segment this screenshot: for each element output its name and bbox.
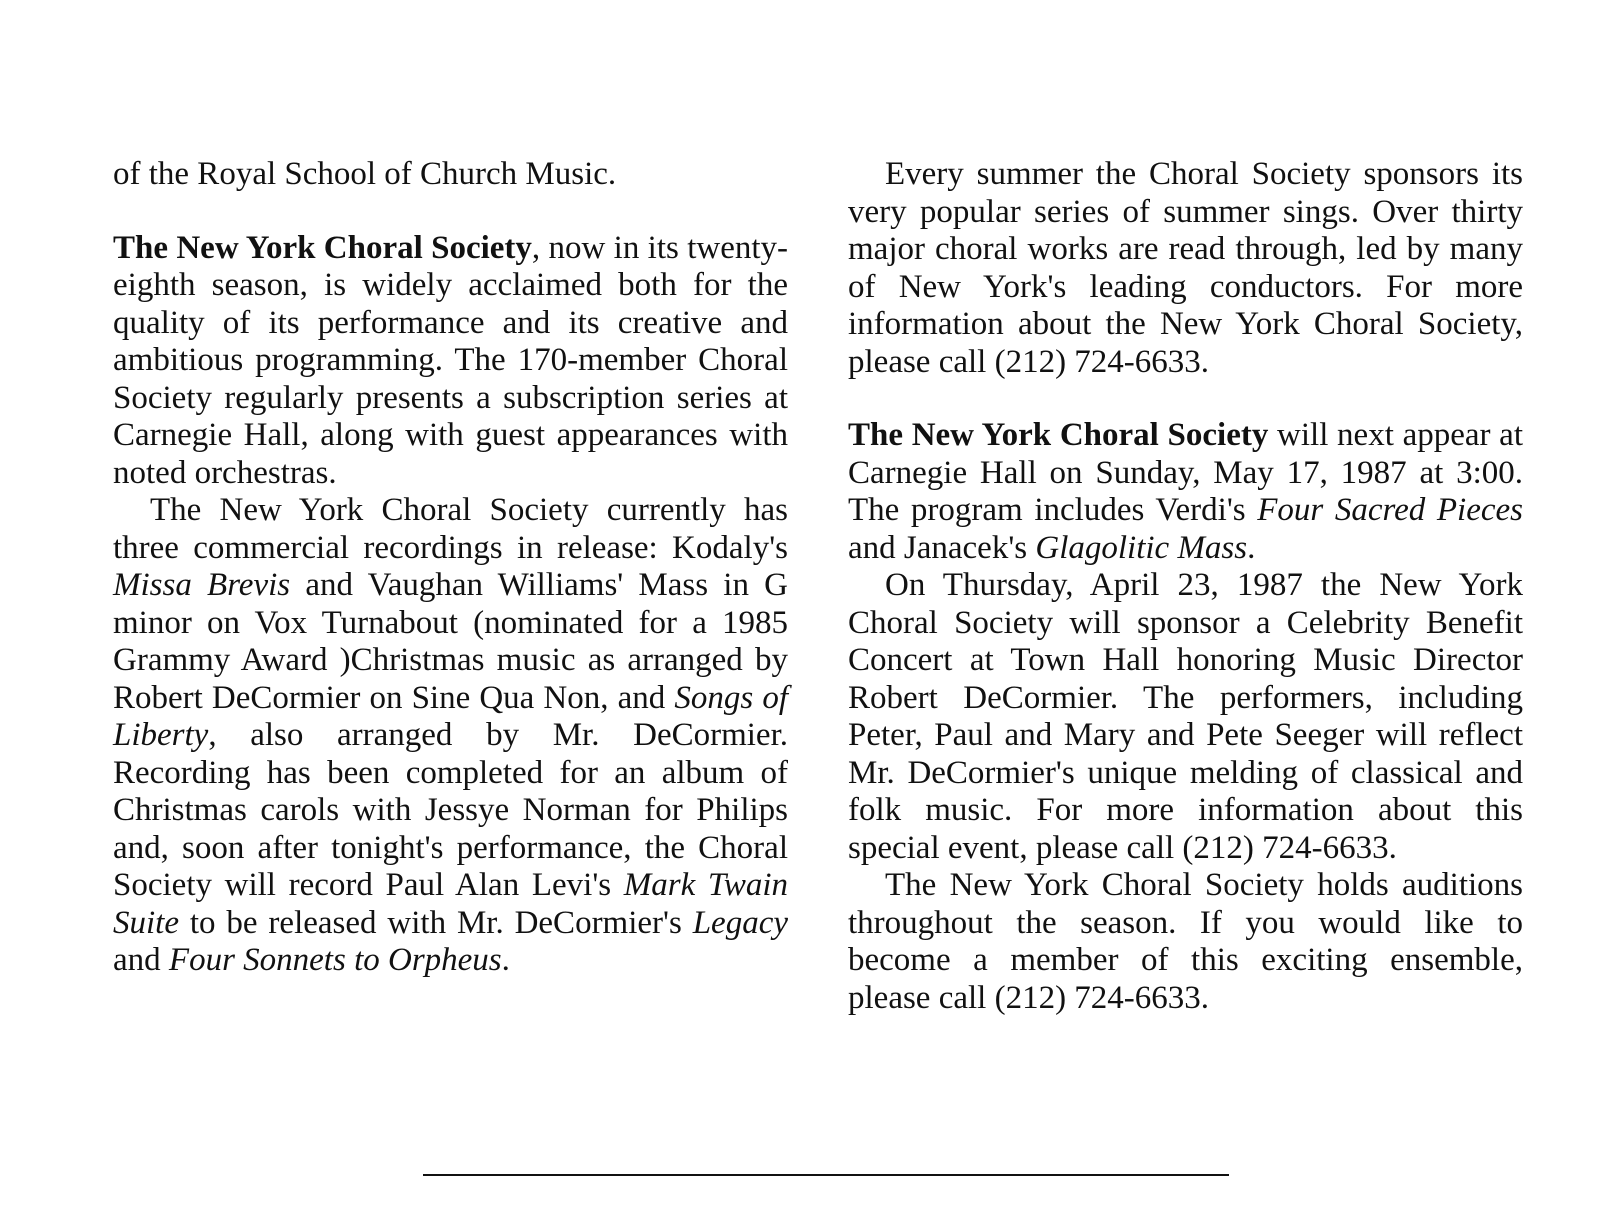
next-appearance-text-2: and Janacek's — [848, 529, 1036, 566]
society-name-bold-2: The New York Choral Society — [848, 417, 1269, 453]
benefit-concert-text: On Thursday, April 23, 1987 the New York Choral Society will sponsor a Celebrity Benefit Concert at Town Hall honoring Music Director Robert DeCormier. The performers, including Peter, Paul and Mary and Pete Seeger will reflect Mr. DeCormier's unique melding of classical and folk music. For more information about this special event, please call (212) 724-6633. — [848, 567, 1523, 866]
auditions-paragraph — [848, 867, 1523, 1017]
right-column — [848, 156, 1523, 1017]
next-appearance-text-1: will next appear at Carnegie Hall on Sunday, May 17, 1987 at 3:00. The program includes Verdi's — [848, 417, 1523, 528]
society-name-bold: The New York Choral Society — [113, 229, 532, 266]
summer-sings-text: Every summer the Choral Society sponsors its very popular series of summer sings. Over thirty major choral works are read through, led by many of New York's leading conductors. For more information about the New York Choral Society, please call (212) 724-6633. — [848, 156, 1523, 380]
auditions-text: The New York Choral Society holds auditions throughout the season. If you would like to become a member of this exciting ensemble, please call (212) 724-6633. — [848, 867, 1523, 1016]
recordings-text-6: . — [501, 942, 510, 978]
mark-twain-suite-title: Mark Twain Suite — [113, 867, 788, 941]
summer-sings-paragraph — [848, 156, 1523, 381]
recordings-text-3: , also arranged by Mr. DeCormier. Recording has been completed for an album of Christmas carols with Jessye Norman for Philips and, soon after tonight's performance, the Choral Society will record Paul Alan Levi's — [113, 717, 788, 903]
legacy-title: Legacy — [692, 904, 788, 941]
recordings-paragraph — [113, 492, 788, 980]
glagolitic-mass-title: Glagolitic Mass — [1035, 529, 1248, 566]
recordings-text-2: and Vaughan Williams' Mass in G minor on Vox Turnabout (nominated for a 1985 Grammy Award )Christmas music as arranged by Robert DeCormier on Sine Qua Non, and — [113, 567, 788, 716]
recordings-text-5: and — [113, 942, 169, 978]
benefit-concert-paragraph — [848, 567, 1523, 867]
missa-brevis-title: Missa Brevis — [113, 567, 291, 603]
recordings-text-4: to be released with Mr. DeCormier's — [178, 904, 693, 941]
four-sacred-pieces-title: Four Sacred Pieces — [1257, 492, 1523, 528]
left-column — [113, 156, 788, 980]
four-sonnets-title: Four Sonnets to Orpheus — [168, 942, 502, 978]
society-overview-paragraph — [113, 230, 788, 493]
intro-fragment-text: of the Royal School of Church Music. — [113, 156, 617, 192]
society-overview-text: , now in its twenty-eighth season, is widely acclaimed both for the quality of its performance and its creative and ambitious programming. The 170-member Choral Society regularly presents a subscription series at Carnegie Hall, along with guest appearances with noted orchestras. — [113, 229, 788, 491]
next-appearance-text-3: . — [1247, 529, 1256, 566]
intro-fragment-paragraph — [113, 156, 788, 194]
footer-divider-rule — [423, 1174, 1229, 1176]
recordings-text-1: The New York Choral Society currently has three commercial recordings in release: Kodaly's — [113, 492, 788, 566]
songs-of-liberty-title: Songs of Liberty — [113, 679, 788, 753]
next-appearance-paragraph — [848, 417, 1523, 567]
